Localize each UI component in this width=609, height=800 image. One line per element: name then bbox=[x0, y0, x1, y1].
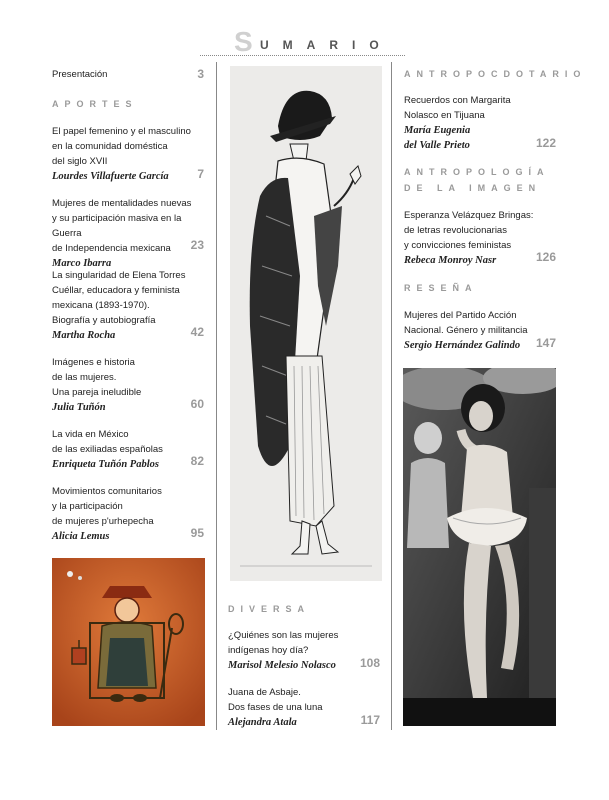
toc-entry[interactable] bbox=[52, 196, 212, 271]
woman-drawing-image bbox=[230, 66, 382, 581]
entry-title: Imágenes e historia de las mujeres. Una pareja ineludible bbox=[52, 357, 142, 398]
page-header bbox=[200, 26, 410, 60]
entry-author: Marco Ibarra bbox=[52, 258, 112, 269]
column-divider-right bbox=[391, 62, 392, 730]
entry-title: Presentación bbox=[52, 69, 108, 80]
child-painting-illustration bbox=[52, 558, 205, 726]
entry-title: Mujeres de mentalidades nuevas y su participación masiva en la Guerra de Independencia mexicana bbox=[52, 198, 192, 254]
entry-title: ¿Quiénes son las mujeres indígenas hoy día? bbox=[228, 630, 339, 656]
entry-title: Movimientos comunitarios y la participación de mujeres p'urhepecha bbox=[52, 486, 162, 527]
header-rule bbox=[200, 55, 405, 56]
entry-title: Juana de Asbaje. Dos fases de una luna bbox=[228, 687, 323, 713]
standing-woman-sketch bbox=[230, 66, 382, 581]
entry-author: Lourdes Villafuerte García bbox=[52, 171, 169, 182]
page-number: 126 bbox=[535, 250, 556, 264]
section-diversa: DIVERSA bbox=[228, 604, 311, 614]
section-antropologia-de-la-imagen: ANTROPOLOGÍA DE LA IMAGEN bbox=[404, 167, 550, 193]
entry-author: Marisol Melesio Nolasco bbox=[228, 660, 336, 671]
dancer-photo-image bbox=[403, 368, 556, 726]
entry-author: María Eugenia del Valle Prieto bbox=[404, 125, 471, 151]
page-number: 3 bbox=[197, 67, 204, 81]
page-number: 7 bbox=[197, 167, 204, 181]
entry-title: Recuerdos con Margarita Nolasco en Tijuana bbox=[404, 95, 511, 121]
entry-title: Esperanza Velázquez Bringas: de letras revolucionarias y convicciones feministas bbox=[404, 210, 534, 251]
column-divider-left bbox=[216, 62, 217, 730]
section-resena: RESEÑA bbox=[404, 283, 478, 293]
dancer-photo-illustration bbox=[403, 368, 556, 726]
header-initial: S bbox=[234, 26, 253, 57]
header-title: UMARIO bbox=[260, 38, 393, 52]
page-number: 82 bbox=[190, 454, 204, 468]
page-number: 60 bbox=[190, 397, 204, 411]
page-number: 147 bbox=[535, 336, 556, 350]
section-aportes: APORTES bbox=[52, 99, 138, 109]
painting-image bbox=[52, 558, 205, 726]
entry-author: Alejandra Atala bbox=[228, 717, 297, 728]
entry-author: Sergio Hernández Galindo bbox=[404, 340, 521, 351]
page-number: 122 bbox=[535, 136, 556, 150]
page-number: 108 bbox=[359, 656, 380, 670]
entry-author: Martha Rocha bbox=[52, 330, 116, 341]
entry-author: Alicia Lemus bbox=[52, 531, 110, 542]
entry-title: El papel femenino y el masculino en la comunidad doméstica del siglo XVII bbox=[52, 126, 191, 167]
page-number: 42 bbox=[190, 325, 204, 339]
entry-author: Rebeca Monroy Nasr bbox=[404, 255, 497, 266]
entry-title: La vida en México de las exiliadas españolas bbox=[52, 429, 163, 455]
entry-title: La singularidad de Elena Torres Cuéllar, educadora y feminista mexicana (1893-1970). Biografía y autobiografía bbox=[52, 270, 186, 326]
page-number: 95 bbox=[190, 526, 204, 540]
entry-author: Julia Tuñón bbox=[52, 402, 106, 413]
entry-title: Mujeres del Partido Acción Nacional. Género y militancia bbox=[404, 310, 528, 336]
page-number: 117 bbox=[360, 713, 380, 727]
page-number: 23 bbox=[190, 238, 204, 252]
entry-author: Enriqueta Tuñón Pablos bbox=[52, 459, 159, 470]
section-antropocdotario: ANTROPOCDOTARIO bbox=[404, 69, 587, 79]
